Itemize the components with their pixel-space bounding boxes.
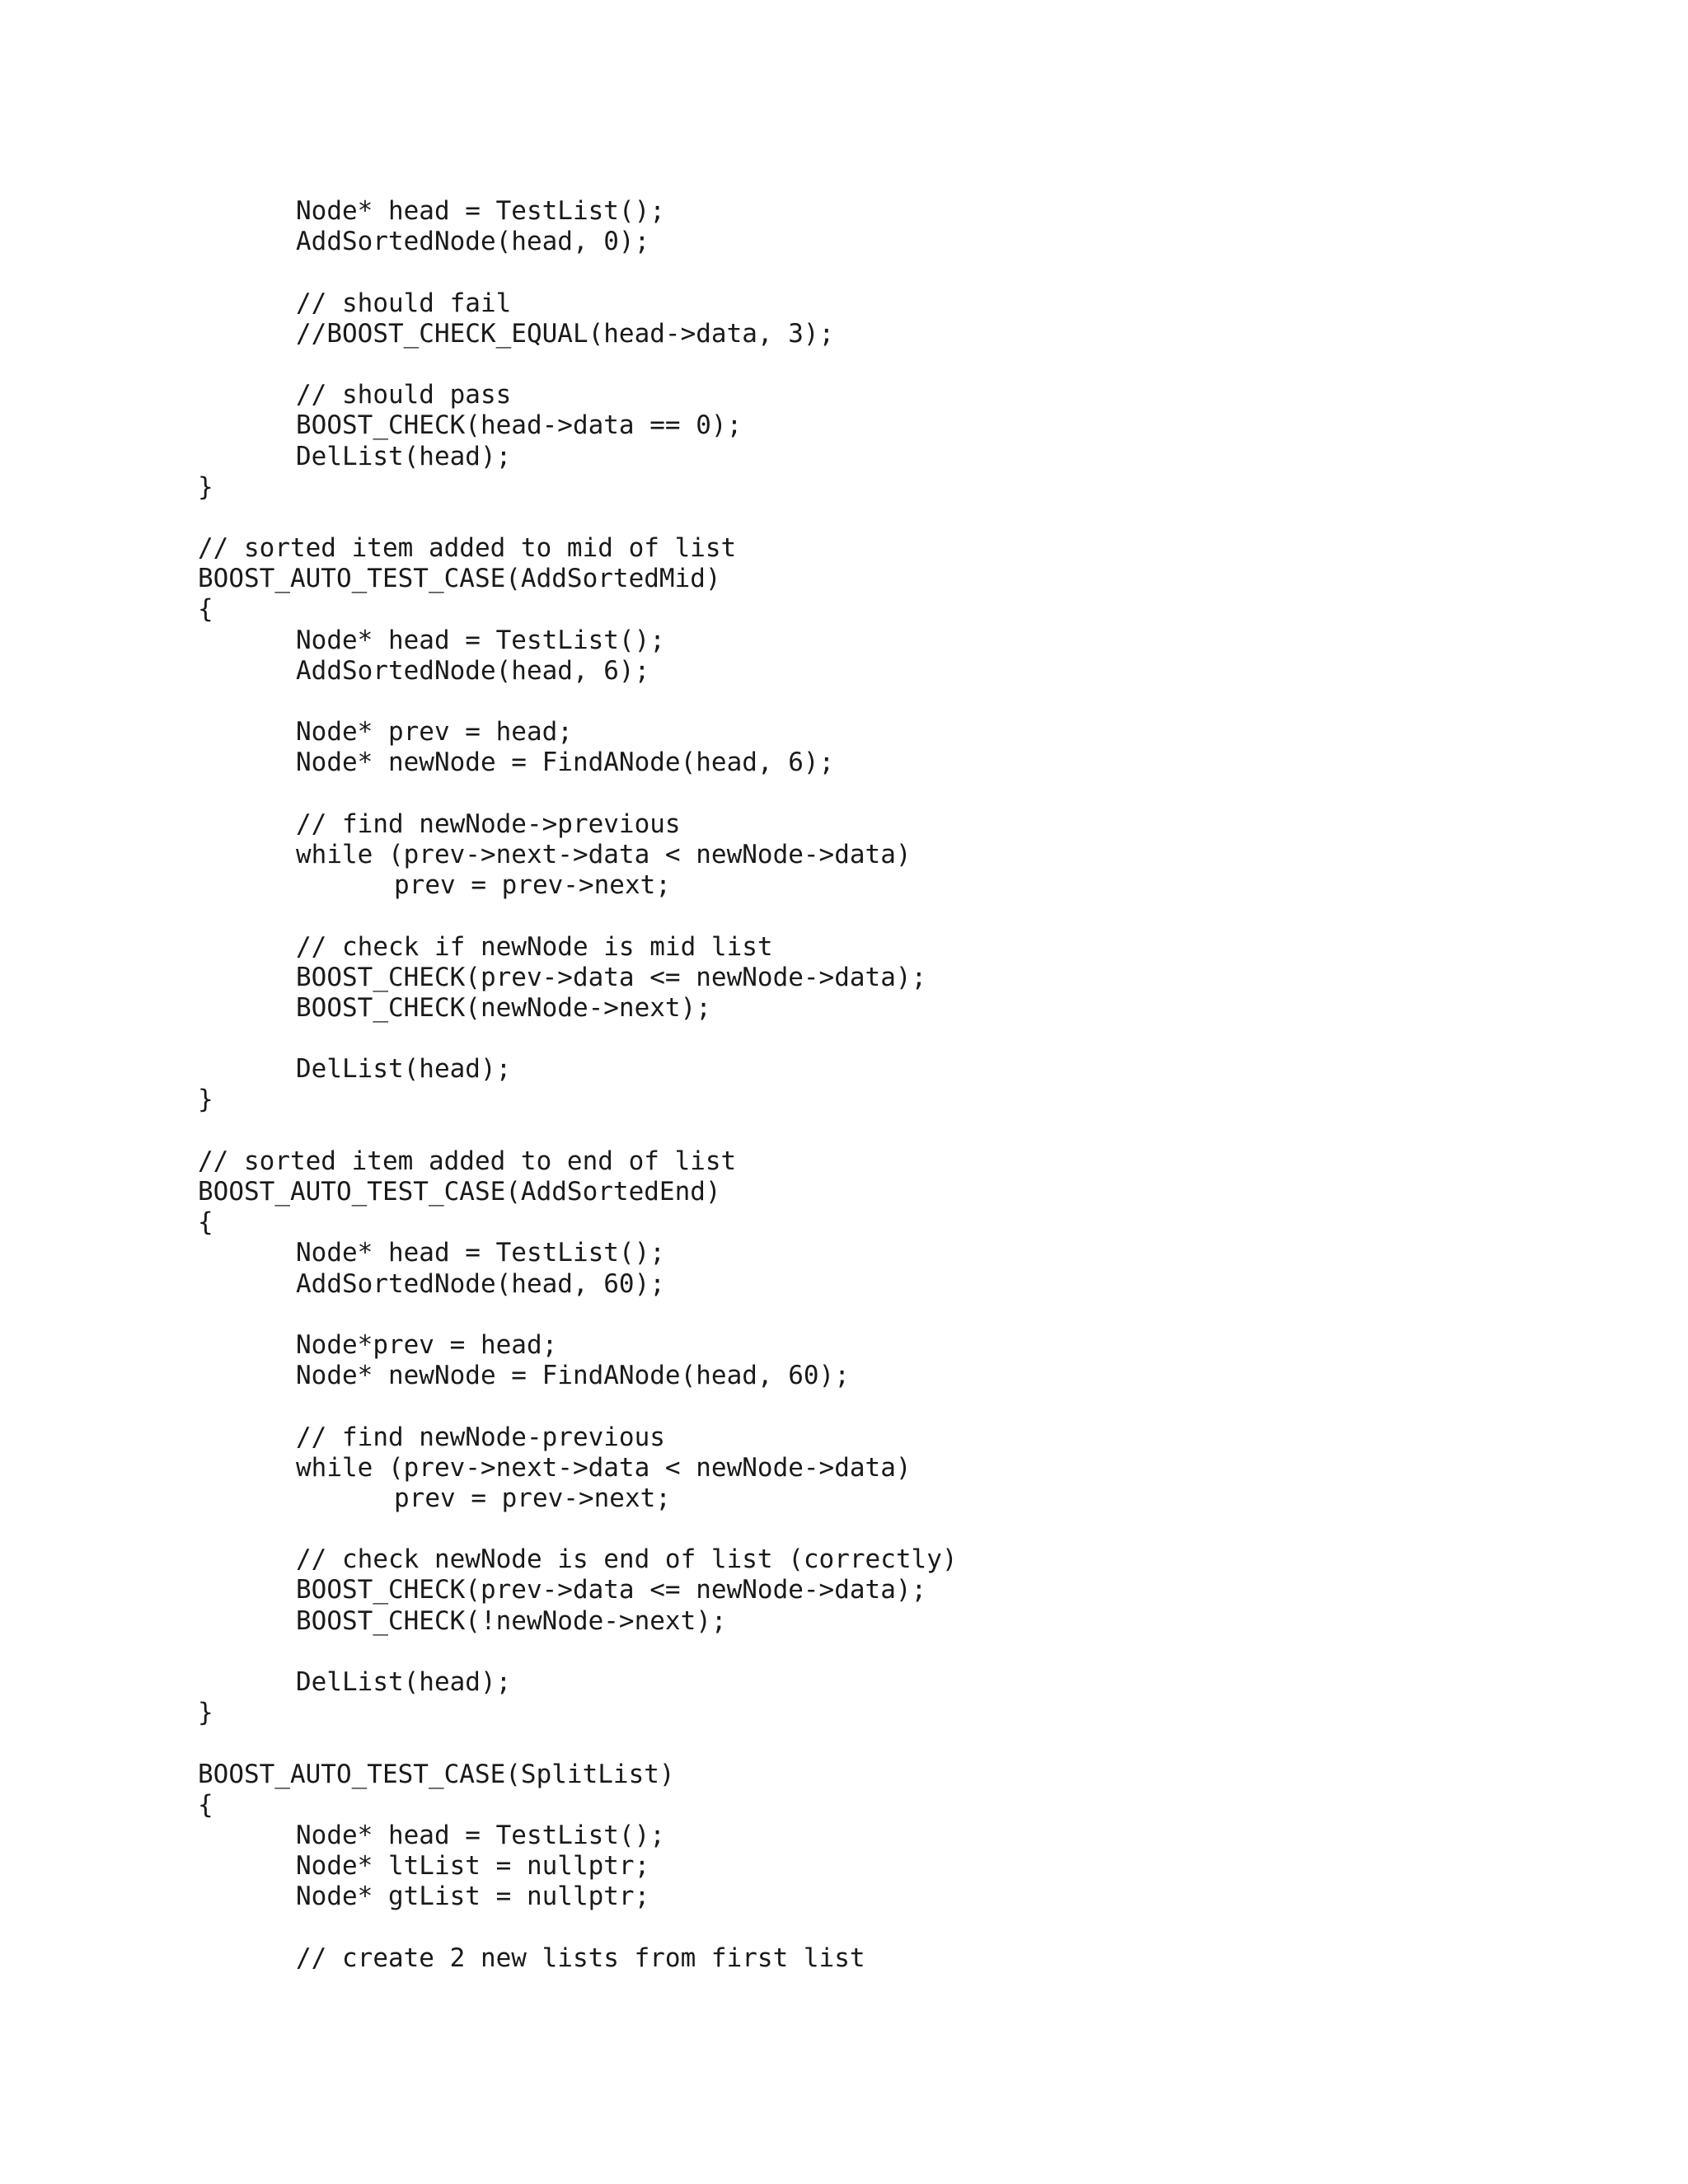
code-line: } bbox=[198, 1698, 213, 1728]
code-line: prev = prev->next; bbox=[394, 1483, 671, 1513]
code-line: { bbox=[198, 1207, 213, 1238]
code-line: DelList(head); bbox=[296, 1667, 512, 1697]
code-line: // find newNode-previous bbox=[296, 1422, 665, 1452]
code-line: BOOST_AUTO_TEST_CASE(SplitList) bbox=[198, 1759, 675, 1789]
code-line: Node* head = TestList(); bbox=[296, 196, 665, 226]
code-line: DelList(head); bbox=[296, 441, 512, 471]
code-line: // check newNode is end of list (correctly) bbox=[296, 1544, 958, 1575]
code-line: Node* gtList = nullptr; bbox=[296, 1882, 650, 1912]
code-line: Node* head = TestList(); bbox=[296, 1820, 665, 1850]
blank-line bbox=[198, 257, 958, 288]
blank-line bbox=[198, 349, 958, 380]
code-line: Node* head = TestList(); bbox=[296, 1238, 665, 1268]
blank-line bbox=[198, 901, 958, 931]
code-line: { bbox=[198, 1789, 213, 1820]
code-line: { bbox=[198, 594, 213, 625]
code-line: // should fail bbox=[296, 288, 512, 318]
code-line: // find newNode->previous bbox=[296, 808, 681, 839]
code-line: prev = prev->next; bbox=[394, 870, 671, 901]
code-line: // sorted item added to mid of list bbox=[198, 533, 737, 564]
code-line: DelList(head); bbox=[296, 1054, 512, 1085]
code-line: BOOST_CHECK(prev->data <= newNode->data); bbox=[296, 1575, 927, 1605]
code-line: Node* ltList = nullptr; bbox=[296, 1851, 650, 1882]
blank-line bbox=[198, 1024, 958, 1054]
code-line: AddSortedNode(head, 6); bbox=[296, 655, 650, 686]
code-line: BOOST_CHECK(newNode->next); bbox=[296, 992, 711, 1023]
blank-line bbox=[198, 687, 958, 717]
code-line: // check if newNode is mid list bbox=[296, 931, 773, 962]
code-line: BOOST_AUTO_TEST_CASE(AddSortedMid) bbox=[198, 564, 721, 594]
code-line: AddSortedNode(head, 60); bbox=[296, 1268, 665, 1299]
code-line: Node* head = TestList(); bbox=[296, 625, 665, 655]
code-line: BOOST_CHECK(prev->data <= newNode->data); bbox=[296, 962, 927, 992]
code-listing bbox=[198, 196, 958, 1974]
blank-line bbox=[198, 503, 958, 533]
code-line: BOOST_CHECK(!newNode->next); bbox=[296, 1605, 727, 1636]
blank-line bbox=[198, 1728, 958, 1759]
code-line: AddSortedNode(head, 0); bbox=[296, 227, 650, 257]
code-line: // sorted item added to end of list bbox=[198, 1146, 737, 1176]
blank-line bbox=[198, 1391, 958, 1422]
code-line: // should pass bbox=[296, 380, 512, 410]
code-line: BOOST_CHECK(head->data == 0); bbox=[296, 410, 743, 441]
code-line: while (prev->next->data < newNode->data) bbox=[296, 1452, 912, 1483]
code-line: BOOST_AUTO_TEST_CASE(AddSortedEnd) bbox=[198, 1177, 721, 1207]
blank-line bbox=[198, 1913, 958, 1943]
code-line: } bbox=[198, 1085, 213, 1115]
code-line: while (prev->next->data < newNode->data) bbox=[296, 839, 912, 869]
blank-line bbox=[198, 1116, 958, 1146]
code-line: //BOOST_CHECK_EQUAL(head->data, 3); bbox=[296, 318, 835, 349]
code-line: } bbox=[198, 471, 213, 502]
code-line: Node*prev = head; bbox=[296, 1329, 558, 1360]
blank-line bbox=[198, 1637, 958, 1667]
blank-line bbox=[198, 1300, 958, 1330]
blank-line bbox=[198, 1514, 958, 1544]
code-line: Node* newNode = FindANode(head, 6); bbox=[296, 748, 835, 778]
code-line: Node* newNode = FindANode(head, 60); bbox=[296, 1361, 850, 1391]
blank-line bbox=[198, 779, 958, 809]
code-line: Node* prev = head; bbox=[296, 717, 573, 748]
code-line: // create 2 new lists from first list bbox=[296, 1943, 865, 1973]
